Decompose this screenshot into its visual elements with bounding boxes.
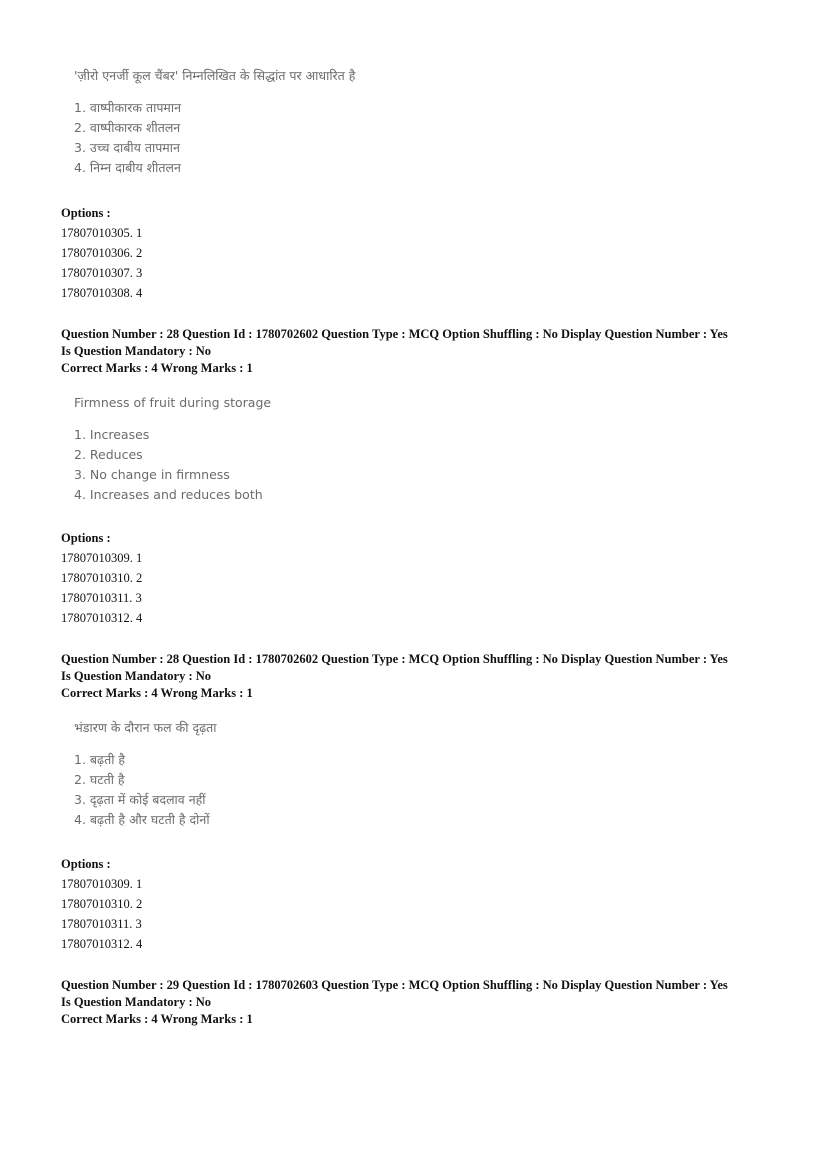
options-section xyxy=(61,528,142,628)
choice-list xyxy=(74,425,271,505)
meta-mandatory: Is Question Mandatory : No xyxy=(61,994,212,1009)
meta-marks: Correct Marks : 4 Wrong Marks : 1 xyxy=(61,361,253,375)
choice-list xyxy=(74,750,216,830)
options-label: Options : xyxy=(61,857,111,871)
option-row: 17807010305. 1 xyxy=(61,226,143,240)
choice-item: 1. बढ़ती है xyxy=(74,752,126,767)
choice-item: 2. Reduces xyxy=(74,447,143,462)
question-meta xyxy=(61,326,777,377)
question-image-english-firmness xyxy=(74,393,271,505)
meta-question-info: Question Number : 28 Question Id : 1780702602 Question Type : MCQ Option Shuffling : No Display Question Number : Yes xyxy=(61,327,728,341)
question-text: Firmness of fruit during storage xyxy=(74,395,272,410)
meta-marks: Correct Marks : 4 Wrong Marks : 1 xyxy=(61,686,253,700)
choice-item: 3. No change in firmness xyxy=(74,467,230,482)
question-text: 'ज़ीरो एनर्जी कूल चैंबर' निम्नलिखित के सिद्धांत पर आधारित है xyxy=(74,68,356,83)
option-row: 17807010311. 3 xyxy=(61,591,142,605)
options-label: Options : xyxy=(61,531,111,545)
question-meta xyxy=(61,651,777,702)
options-label: Options : xyxy=(61,206,111,220)
options-section xyxy=(61,854,142,954)
option-row: 17807010309. 1 xyxy=(61,877,143,891)
choice-item: 1. Increases xyxy=(74,427,150,442)
option-row: 17807010310. 2 xyxy=(61,571,143,585)
option-row: 17807010309. 1 xyxy=(61,551,143,565)
choice-item: 3. उच्च दाबीय तापमान xyxy=(74,140,180,155)
question-image-hindi-firmness xyxy=(74,718,216,830)
choice-item: 4. निम्न दाबीय शीतलन xyxy=(74,160,181,175)
option-row: 17807010308. 4 xyxy=(61,286,143,300)
choice-item: 4. Increases and reduces both xyxy=(74,487,263,502)
meta-question-info: Question Number : 29 Question Id : 1780702603 Question Type : MCQ Option Shuffling : No Display Question Number : Yes xyxy=(61,978,728,992)
choice-item: 4. बढ़ती है और घटती है दोनों xyxy=(74,812,210,827)
option-row: 17807010310. 2 xyxy=(61,897,143,911)
choice-item: 2. घटती है xyxy=(74,772,125,787)
choice-item: 3. दृढ़ता में कोई बदलाव नहीं xyxy=(74,792,206,807)
meta-mandatory: Is Question Mandatory : No xyxy=(61,668,212,683)
choice-list xyxy=(74,98,355,178)
option-row: 17807010307. 3 xyxy=(61,266,143,280)
options-section xyxy=(61,203,142,303)
option-row: 17807010311. 3 xyxy=(61,917,142,931)
question-meta xyxy=(61,977,777,1028)
meta-mandatory: Is Question Mandatory : No xyxy=(61,343,212,358)
option-row: 17807010312. 4 xyxy=(61,937,143,951)
choice-item: 1. वाष्पीकारक तापमान xyxy=(74,100,182,115)
meta-marks: Correct Marks : 4 Wrong Marks : 1 xyxy=(61,1012,253,1026)
option-row: 17807010312. 4 xyxy=(61,611,143,625)
option-row: 17807010306. 2 xyxy=(61,246,143,260)
question-text: भंडारण के दौरान फल की दृढ़ता xyxy=(74,720,217,735)
meta-question-info: Question Number : 28 Question Id : 1780702602 Question Type : MCQ Option Shuffling : No Display Question Number : Yes xyxy=(61,652,728,666)
question-image-hindi-zero-energy xyxy=(74,66,355,178)
choice-item: 2. वाष्पीकारक शीतलन xyxy=(74,120,181,135)
